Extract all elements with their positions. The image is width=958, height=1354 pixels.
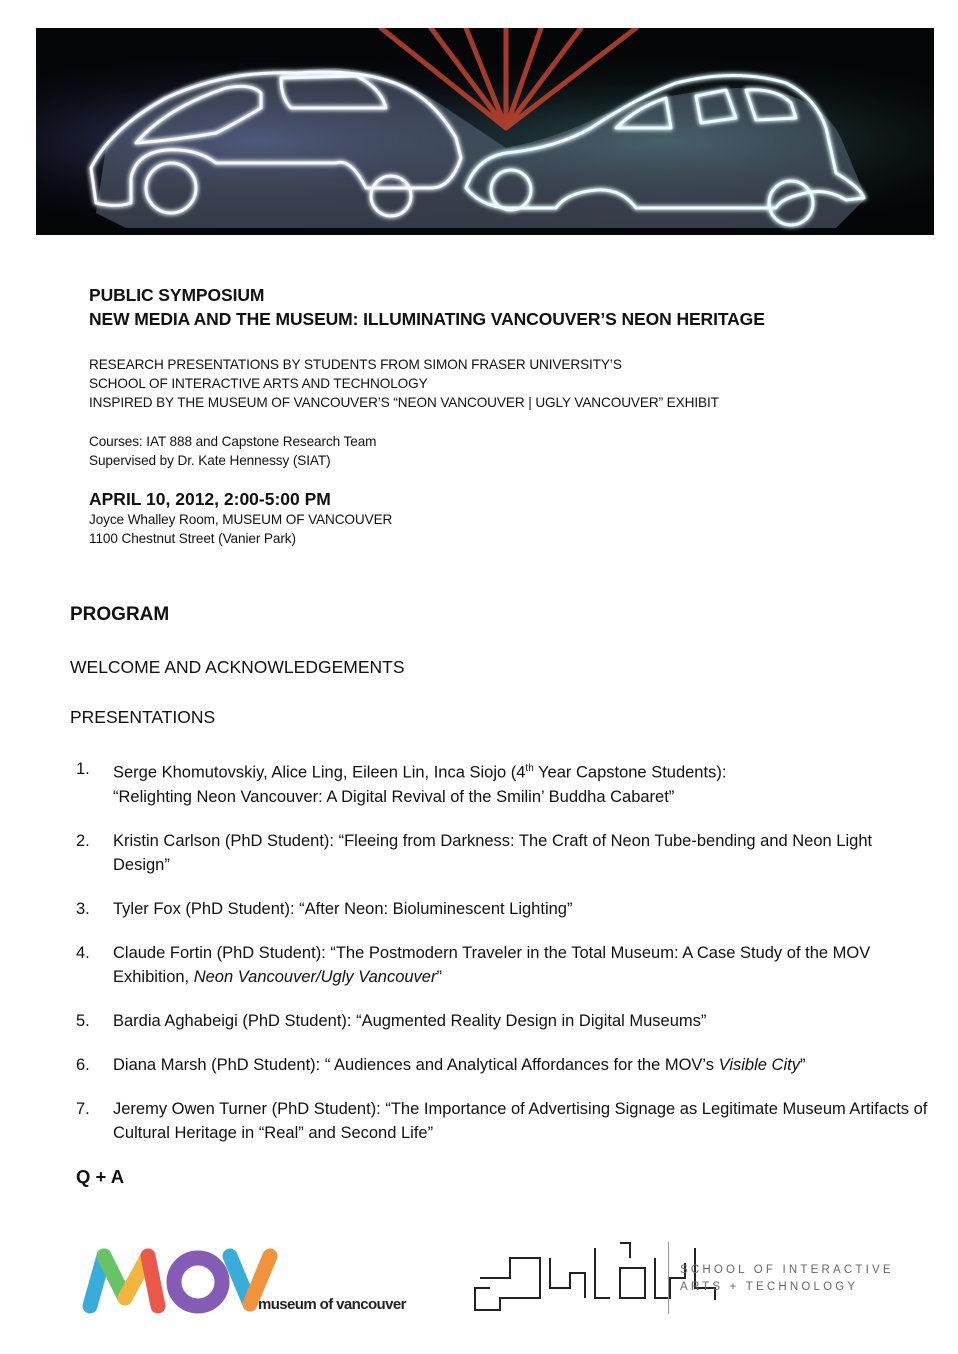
item-number: 7.	[76, 1099, 90, 1118]
research-line: INSPIRED BY THE MUSEUM OF VANCOUVER’S “NEON VANCOUVER | UGLY VANCOUVER” EXHIBIT	[89, 395, 719, 410]
research-line: RESEARCH PRESENTATIONS BY STUDENTS FROM SIMON FRASER UNIVERSITY’S	[89, 357, 622, 372]
list-item	[70, 1097, 930, 1145]
presentation-list	[70, 757, 930, 1165]
supervisor-line: Supervised by Dr. Kate Hennessy (SIAT)	[89, 453, 331, 468]
item-text: Claude Fortin (PhD Student): “The Postmodern Traveler in the Total Museum: A Case Study of the MOV Exhibition,	[113, 943, 871, 986]
item-text: Year Capstone Students):	[533, 763, 727, 782]
item-text: Tyler Fox (PhD Student): “After Neon: Bioluminescent Lighting”	[113, 899, 573, 918]
event-address: 1100 Chestnut Street (Vanier Park)	[89, 531, 296, 546]
program-heading: PROGRAM	[70, 604, 170, 625]
course-info	[89, 432, 909, 470]
item-text: ”	[436, 967, 442, 986]
siat-divider	[668, 1242, 669, 1314]
item-number: 6.	[76, 1055, 90, 1074]
list-item	[70, 1053, 930, 1077]
siat-wordmark	[680, 1262, 894, 1296]
item-text: Jeremy Owen Turner (PhD Student): “The Importance of Advertising Signage as Legitimate Museum Artifacts of Cultural Heritage in “Real” and Second Life”	[113, 1099, 928, 1142]
event-date: APRIL 10, 2012, 2:00-5:00 PM	[89, 489, 331, 509]
event-header	[89, 283, 909, 548]
siat-line: SCHOOL OF INTERACTIVE	[680, 1264, 894, 1276]
exhibit-title: Visible City	[718, 1055, 800, 1074]
item-text: Serge Khomutovskiy, Alice Ling, Eileen Lin, Inca Siojo (4	[113, 763, 526, 782]
item-number: 4.	[76, 943, 90, 962]
item-text: Kristin Carlson (PhD Student): “Fleeing from Darkness: The Craft of Neon Tube-bending and Neon Light Design”	[113, 831, 873, 874]
research-line: SCHOOL OF INTERACTIVE ARTS AND TECHNOLOGY	[89, 376, 428, 391]
neon-cars-icon	[36, 28, 934, 235]
item-number: 2.	[76, 831, 90, 850]
item-text: Diana Marsh (PhD Student): “ Audiences and Analytical Affordances for the MOV’s	[113, 1055, 719, 1074]
item-number: 5.	[76, 1011, 90, 1030]
courses-line: Courses: IAT 888 and Capstone Research Team	[89, 434, 377, 449]
list-item	[70, 897, 930, 921]
neon-banner	[36, 28, 934, 235]
item-text: Bardia Aghabeigi (PhD Student): “Augmented Reality Design in Digital Museums”	[113, 1011, 707, 1030]
siat-line: ARTS + TECHNOLOGY	[680, 1281, 859, 1293]
event-room: Joyce Whalley Room, MUSEUM OF VANCOUVER	[89, 512, 393, 527]
list-item	[70, 941, 930, 989]
event-title: NEW MEDIA AND THE MUSEUM: ILLUMINATING VANCOUVER’S NEON HERITAGE	[89, 309, 765, 329]
qa-heading: Q + A	[76, 1166, 125, 1187]
event-type-title: PUBLIC SYMPOSIUM	[89, 285, 265, 305]
mov-wordmark: museum of vancouver	[258, 1296, 406, 1313]
presentations-heading: PRESENTATIONS	[70, 707, 216, 727]
item-text: ”	[799, 1055, 806, 1074]
item-title: “Relighting Neon Vancouver: A Digital Revival of the Smilin’ Buddha Cabaret”	[113, 787, 675, 806]
item-number: 1.	[76, 760, 90, 778]
exhibit-title: Neon Vancouver/Ugly Vancouver	[193, 967, 437, 986]
item-number: 3.	[76, 899, 90, 918]
welcome-heading: WELCOME AND ACKNOWLEDGEMENTS	[70, 657, 405, 677]
ordinal-suffix: th	[525, 763, 534, 774]
research-description	[89, 355, 909, 412]
list-item	[70, 757, 930, 809]
list-item	[70, 1009, 930, 1033]
list-item	[70, 829, 930, 877]
